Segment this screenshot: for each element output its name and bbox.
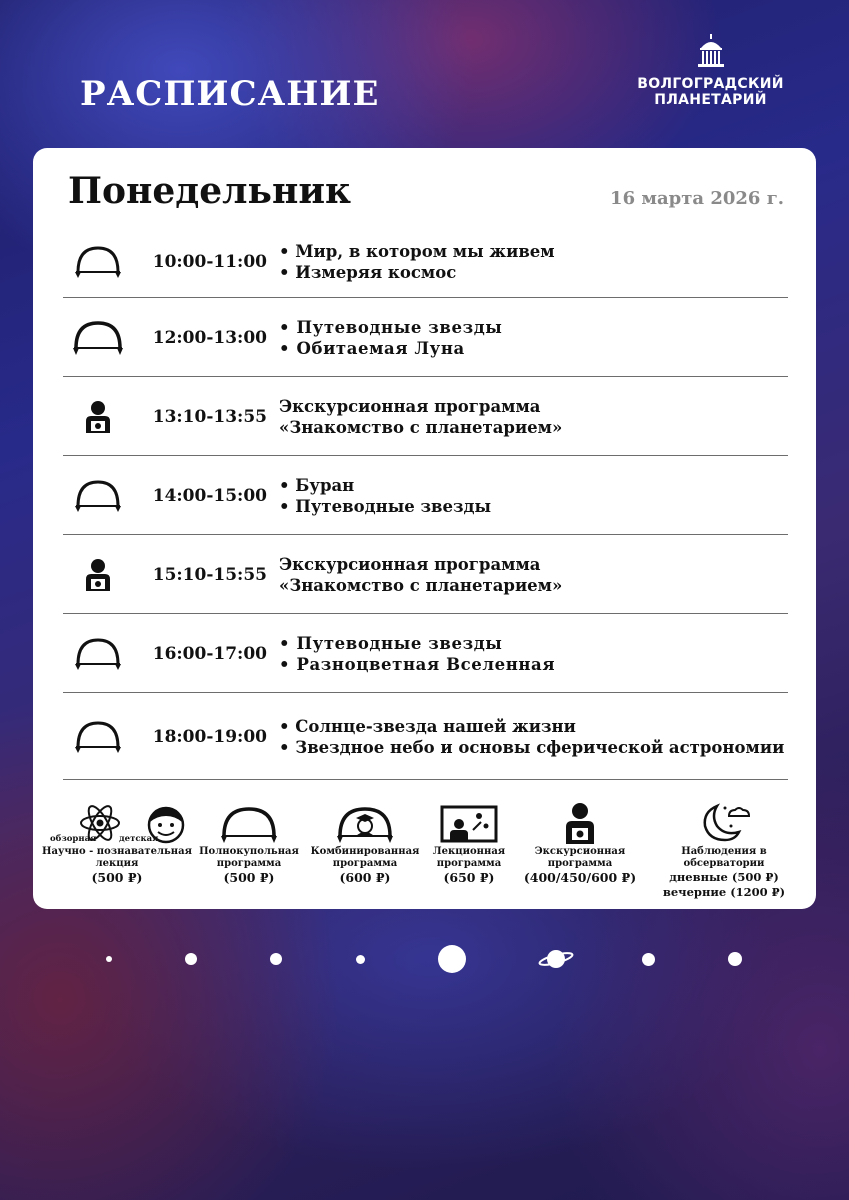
legend-text: программа xyxy=(216,858,282,869)
schedule-card xyxy=(33,148,816,909)
legend-text: Научно - познавательная xyxy=(42,846,192,857)
legend-price: дневные (500 ₽) xyxy=(669,870,779,884)
event-line: • Звездное небо и основы сферической астрономии xyxy=(279,737,785,757)
planet-icon xyxy=(538,946,574,972)
event-line: • Буран xyxy=(279,475,355,495)
event-line: • Разноцветная Вселенная xyxy=(279,654,556,674)
photographer-icon xyxy=(563,800,597,846)
legend-text: Лекционная xyxy=(432,846,506,857)
legend-item-lecture-program xyxy=(427,804,511,885)
row-time: 12:00-13:00 xyxy=(152,327,267,348)
event-line: • Путеводные звезды xyxy=(279,496,492,516)
schedule-row xyxy=(63,378,788,456)
legend-item-excursion xyxy=(517,800,643,885)
legend-price: вечерние (1200 ₽) xyxy=(662,885,786,899)
schedule-row xyxy=(63,457,788,535)
event-line: Экскурсионная программа xyxy=(279,396,541,416)
dome-icon xyxy=(72,719,124,755)
lecture-kids-label: детская xyxy=(119,834,159,844)
legend-price: (400/450/600 ₽) xyxy=(523,870,637,885)
event-line: • Путеводные звезды xyxy=(279,317,503,337)
logo-line-2: ПЛАНЕТАРИЙ xyxy=(654,92,767,108)
decor-dot xyxy=(270,953,282,965)
moon-cloud-icon xyxy=(695,800,753,846)
legend-text: программа xyxy=(547,858,613,869)
page-title: РАСПИСАНИЕ xyxy=(80,74,380,114)
legend-text: программа xyxy=(332,858,398,869)
dome-icon xyxy=(72,478,124,514)
legend-text: программа xyxy=(436,858,502,869)
event-line: «Знакомство с планетарием» xyxy=(279,575,563,595)
decor-dot xyxy=(438,945,466,973)
decor-dot xyxy=(106,956,112,962)
photographer-icon xyxy=(83,557,113,593)
dome-icon xyxy=(218,804,280,846)
row-time: 15:10-15:55 xyxy=(152,564,267,585)
dome-icon xyxy=(70,318,126,358)
dome-icon xyxy=(72,636,124,672)
legend-text: Полнокупольная xyxy=(199,846,299,857)
event-line: • Мир, в котором мы живем xyxy=(279,241,555,261)
decor-dot xyxy=(356,955,365,964)
logo-line-1: ВОЛГОГРАДСКИЙ xyxy=(637,76,784,92)
legend-price: (500 ₽) xyxy=(223,870,275,885)
lecture-overview-label: обзорная xyxy=(50,834,97,844)
schedule-row xyxy=(63,536,788,614)
event-line: «Знакомство с планетарием» xyxy=(279,417,563,437)
row-time: 18:00-19:00 xyxy=(152,726,267,747)
legend-item-lecture xyxy=(41,846,193,885)
legend-text: Экскурсионная xyxy=(534,846,626,857)
event-line: • Солнце-звезда нашей жизни xyxy=(279,716,576,736)
row-time: 16:00-17:00 xyxy=(152,643,267,664)
schedule-row xyxy=(63,694,788,780)
decor-dot xyxy=(642,953,655,966)
dome-graduate-icon xyxy=(334,804,396,846)
event-line: • Измеряя космос xyxy=(279,262,457,282)
event-line: • Путеводные звезды xyxy=(279,633,503,653)
schedule-row xyxy=(63,299,788,377)
schedule-row xyxy=(63,615,788,693)
schedule-row xyxy=(63,226,788,298)
row-time: 14:00-15:00 xyxy=(152,485,267,506)
legend-price: (500 ₽) xyxy=(91,870,143,885)
legend-price: (650 ₽) xyxy=(443,870,495,885)
legend-text: Наблюдения в обсерватории xyxy=(681,846,767,869)
legend xyxy=(33,798,816,898)
event-line: • Обитаемая Луна xyxy=(279,338,465,358)
legend-item-full-dome xyxy=(193,804,305,885)
planetarium-building-icon xyxy=(696,34,726,70)
day-title: Понедельник xyxy=(68,170,352,212)
decorative-dots xyxy=(0,940,849,980)
schedule-date: 16 марта 2026 г. xyxy=(610,188,784,209)
event-line: Экскурсионная программа xyxy=(279,554,541,574)
row-time: 13:10-13:55 xyxy=(152,406,267,427)
legend-item-combined xyxy=(307,804,423,885)
legend-text: лекция xyxy=(95,858,139,869)
decor-dot xyxy=(728,952,742,966)
row-time: 10:00-11:00 xyxy=(152,251,267,272)
presentation-board-icon xyxy=(439,804,499,846)
planetarium-logo xyxy=(628,34,793,108)
photographer-icon xyxy=(83,399,113,435)
decor-dot xyxy=(185,953,197,965)
legend-item-observatory xyxy=(645,800,803,900)
dome-icon xyxy=(72,244,124,280)
legend-price: (600 ₽) xyxy=(339,870,391,885)
legend-text: Комбинированная xyxy=(310,846,420,857)
